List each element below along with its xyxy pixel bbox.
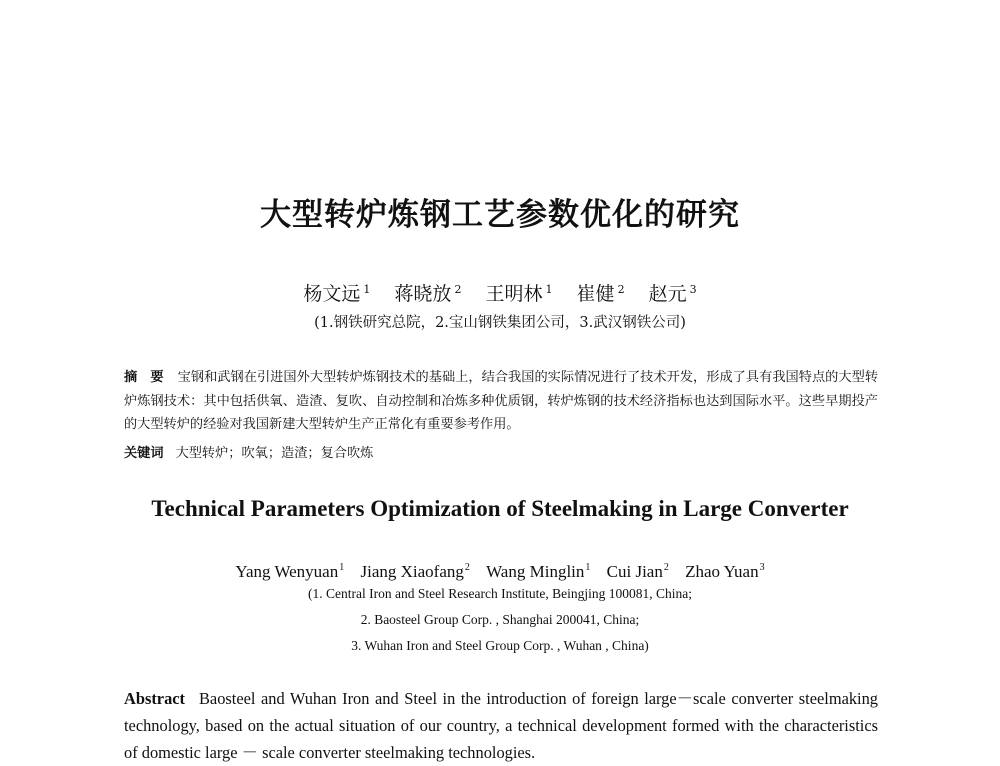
chinese-author: 赵元 $^3$ [648, 283, 697, 306]
chinese-abstract-text: 宝钢和武钢在引进国外大型转炉炼钢技术的基础上，结合我国的实际情况进行了技术开发，形成了具有我国特点的大型转炉炼钢技术：其中包括供氧、造渣、复吹、自动控制和冶炼多种优质钢，转炉炼钢的技术经济指标也达到国际水平。这些早期投产的大型转炉的经验对我国新建大型转炉生产正常化有重要参考作用。 [124, 370, 879, 432]
author-affiliation-mark: 2 [464, 562, 470, 573]
chinese-author: 蒋晓放 $^2$ [394, 283, 462, 306]
chinese-keywords [124, 442, 878, 465]
author-affiliation-mark: 1 [545, 283, 553, 296]
chinese-author: 崔健 $^2$ [576, 283, 625, 306]
author-affiliation-mark: 1 [585, 562, 591, 573]
author-affiliation-mark: 1 [363, 283, 371, 296]
english-title: Technical Parameters Optimization of Steelmaking in Large Converter [151, 496, 849, 521]
chinese-title: 大型转炉炼钢工艺参数优化的研究 [260, 197, 740, 233]
chinese-keywords-text: 大型转炉；吹氧；造渣；复合吹炼 [175, 446, 374, 461]
english-author: Cui Jian$^2$ [606, 561, 669, 581]
english-affiliation-1: (1. Central Iron and Steel Research Institute, Beingjing 100081, China; [308, 586, 692, 601]
chinese-keywords-label: 关键词 [124, 446, 164, 461]
english-affiliation-3: 3. Wuhan Iron and Steel Group Corp. , Wuhan , China) [351, 638, 649, 653]
english-author: Jiang Xiaofang$^2$ [360, 561, 470, 581]
english-author: Wang Minglin$^1$ [486, 561, 591, 581]
author-affiliation-mark: 3 [689, 283, 697, 296]
english-abstract-label: Abstract [124, 689, 185, 708]
author-affiliation-mark: 2 [663, 562, 669, 573]
english-authors [0, 555, 1000, 585]
english-affiliation-2: 2. Baosteel Group Corp. , Shanghai 200041, China; [360, 612, 640, 627]
chinese-abstract [124, 366, 878, 437]
english-abstract [124, 685, 878, 766]
chinese-author: 王明林 $^1$ [485, 283, 553, 306]
author-affiliation-mark: 2 [617, 283, 625, 296]
english-abstract-text: Baosteel and Wuhan Iron and Steel in the introduction of foreign large－scale converter steelmaking technology, based on the actual situation of our country, a technical development formed with the characteristics of domestic large － scale converter steelmaking technologies. [124, 689, 878, 762]
author-affiliation-mark: 3 [759, 562, 765, 573]
english-author: Zhao Yuan$^3$ [685, 561, 765, 581]
author-affiliation-mark: 1 [339, 562, 345, 573]
chinese-authors [0, 276, 1000, 308]
english-author: Yang Wenyuan$^1$ [235, 561, 345, 581]
chinese-author: 杨文远 $^1$ [303, 283, 371, 306]
chinese-abstract-label: 摘 要 [124, 370, 164, 385]
chinese-affiliation: (1.钢铁研究总院，2.宝山钢铁集团公司，3.武汉钢铁公司) [314, 315, 686, 331]
author-affiliation-mark: 2 [454, 283, 462, 296]
